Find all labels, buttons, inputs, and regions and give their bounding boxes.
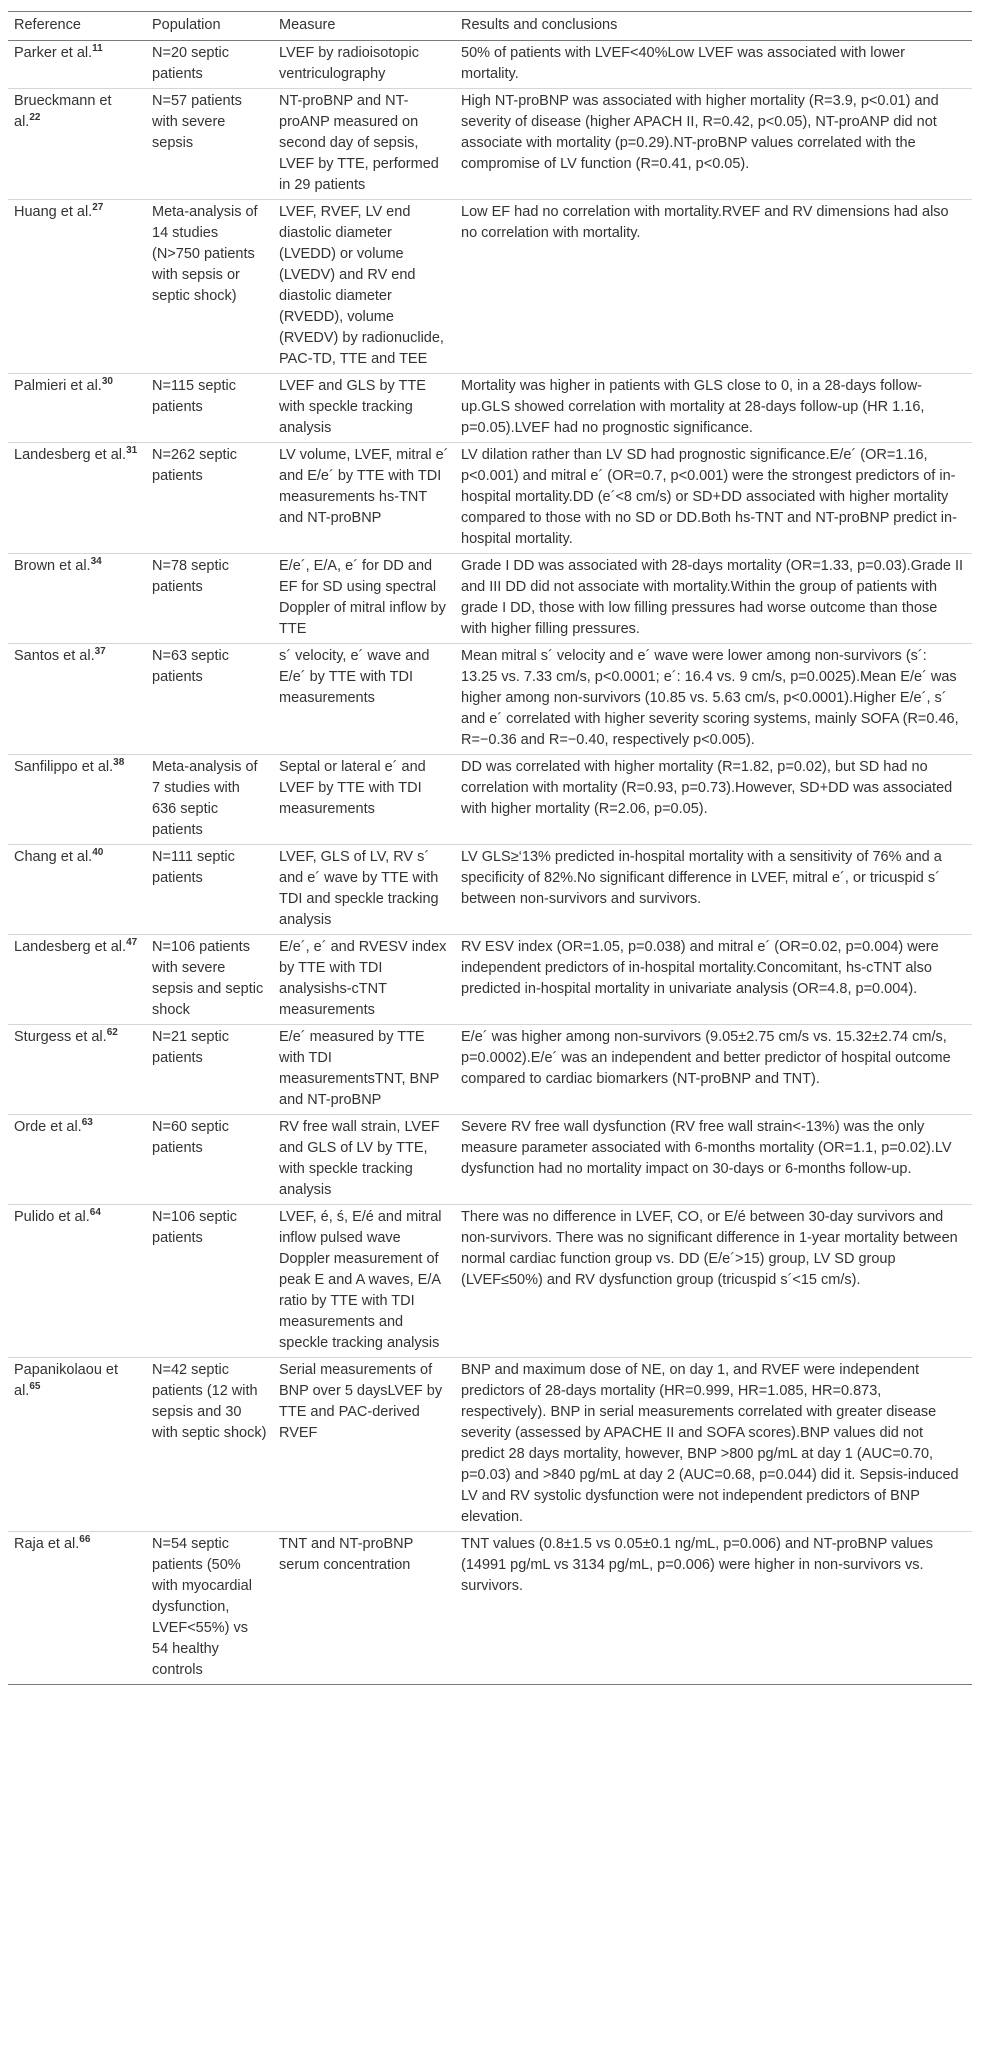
cell-results: Low EF had no correlation with mortality.RVEF and RV dimensions had also no correlation with mortality. bbox=[455, 200, 972, 374]
cell-results: Mean mitral s´ velocity and e´ wave were lower among non-survivors (s´: 13.25 vs. 7.33 cm/s, p<0.0001; e´: 16.4 vs. 9 cm/s, p=0.0025).Mean E/e´ was higher among non-survivors (10.85 vs. 5.63 cm/s, p<0.0001).Higher E/e´, s´ and e´ correlated with higher severity scoring systems, mainly SOFA (R=0.46, R=−0.36 and R=−0.40, respectively p<0.005). bbox=[455, 644, 972, 755]
citation-number: 37 bbox=[94, 646, 106, 658]
cell-measure: LVEF by radioisotopic ventriculography bbox=[279, 45, 419, 82]
table-row bbox=[8, 845, 972, 935]
reference-text: Papanikolaou et al. bbox=[14, 1362, 118, 1399]
cell-measure: E/e´, e´ and RVESV index by TTE with TDI analysishs-cTNT measurements bbox=[273, 935, 455, 1025]
reference-text: Sturgess et al. bbox=[14, 1029, 107, 1045]
cell-results: Mortality was higher in patients with GLS close to 0, in a 28-days follow-up.GLS showed correlation with mortality at 28-days follow-up (HR 1.16, p=0.05).LVEF had no prognostic significance. bbox=[455, 374, 972, 443]
cell-population: N=21 septic patients bbox=[146, 1025, 273, 1115]
cell-measure: Septal or lateral e´ and LVEF by TTE with TDI measurements bbox=[273, 755, 455, 845]
cell-reference bbox=[8, 845, 146, 935]
reference-text: Orde et al. bbox=[14, 1119, 82, 1135]
table-row bbox=[8, 1358, 972, 1532]
cell-results: RV ESV index (OR=1.05, p=0.038) and mitral e´ (OR=0.02, p=0.004) were independent predictors of in-hospital mortality.Concomitant, hs-cTNT also predicted in-hospital mortality in univariate analysis (OR=4.8, p=0.004). bbox=[455, 935, 972, 1025]
header-row bbox=[8, 12, 972, 41]
cell-measure: Serial measurements of BNP over 5 daysLVEF by TTE and PAC-derived RVEF bbox=[273, 1358, 455, 1532]
cell-reference bbox=[8, 1025, 146, 1115]
reference-text: Huang et al. bbox=[14, 204, 93, 220]
reference-text: Landesberg et al. bbox=[14, 939, 127, 955]
cell-population: N=111 septic patients bbox=[146, 845, 273, 935]
citation-number: 63 bbox=[81, 1117, 93, 1129]
cell-measure: E/e´ measured by TTE with TDI measurementsTNT, BNP and NT-proBNP bbox=[273, 1025, 455, 1115]
cell-measure: E/e´, E/A, e´ for DD and EF for SD using spectral Doppler of mitral inflow by TTE bbox=[273, 554, 455, 644]
citation-number: 47 bbox=[126, 937, 138, 949]
reference-text: Santos et al. bbox=[14, 648, 95, 664]
cell-measure: TNT and NT-proBNP serum concentration bbox=[273, 1532, 455, 1685]
citation-number: 38 bbox=[113, 757, 125, 769]
cell-population: N=106 septic patients bbox=[146, 1205, 273, 1358]
cell-population: Meta-analysis of 7 studies with 636 septic patients bbox=[146, 755, 273, 845]
cell-measure: LVEF, RVEF, LV end diastolic diameter (LVEDD) or volume (LVEDV) and RV end diastolic diameter (RVEDD), volume (RVEDV) by radionuclide, PAC-TD, TTE and TEE bbox=[273, 200, 455, 374]
table-row bbox=[8, 89, 972, 200]
cell-reference bbox=[8, 200, 146, 374]
cell-reference bbox=[8, 41, 146, 89]
cell-results: There was no difference in LVEF, CO, or E/é between 30-day survivors and non-survivors. There was no significant difference in 1-year mortality between normal cardiac function group vs. DD (E/e´>15) group, LV SD group (LVEF≤50%) and RV dysfunction group (tricuspid s´<15 cm/s). bbox=[455, 1205, 972, 1358]
cell-population: N=42 septic patients (12 with sepsis and 30 with septic shock) bbox=[146, 1358, 273, 1532]
cell-reference bbox=[8, 89, 146, 200]
table-row bbox=[8, 935, 972, 1025]
cell-results: Grade I DD was associated with 28-days mortality (OR=1.33, p=0.03).Grade II and III DD did not associate with mortality.Within the group of patients with grade I DD, those with low filling pressures had worse outcome than those with higher filling pressures. bbox=[455, 554, 972, 644]
cell-measure: LVEF and GLS by TTE with speckle tracking analysis bbox=[273, 374, 455, 443]
cell-reference bbox=[8, 374, 146, 443]
header-population: Population bbox=[146, 12, 273, 41]
table-row bbox=[8, 1532, 972, 1685]
table-header bbox=[8, 12, 972, 41]
table-row bbox=[8, 1115, 972, 1205]
cell-population: N=262 septic patients bbox=[146, 443, 273, 554]
table-row bbox=[8, 755, 972, 845]
citation-number: 66 bbox=[79, 1534, 91, 1546]
cell-results: DD was correlated with higher mortality (R=1.82, p=0.02), but SD had no correlation with mortality (R=0.93, p=0.73).However, SD+DD was associated with higher mortality (R=2.06, p=0.05). bbox=[455, 755, 972, 845]
citation-number: 27 bbox=[92, 202, 104, 214]
reference-text: Landesberg et al. bbox=[14, 447, 127, 463]
citation-number: 40 bbox=[92, 847, 104, 859]
cell-results: BNP and maximum dose of NE, on day 1, and RVEF were independent predictors of 28-days mortality (HR=0.999, HR=1.085, HR=0.873, respectively). BNP in serial measurements correlated with greater disease severity (assessed by APACHE II and SOFA scores).BNP values did not predict 28 days mortality, however, BNP >800 pg/mL at day 1 (AUC=0.70, p=0.03) and >840 pg/mL at day 2 (AUC=0.68, p=0.044) did it. Sepsis-induced LV and RV systolic dysfunction were not independent predictors of BNP elevation. bbox=[455, 1358, 972, 1532]
cell-results: LV GLS≥‘13% predicted in-hospital mortality with a sensitivity of 76% and a specificity of 82%.No significant difference in LVEF, mitral e´, or tricuspid s´ between non-survivors and survivors. bbox=[455, 845, 972, 935]
cell-population: N=115 septic patients bbox=[146, 374, 273, 443]
cell-population: N=20 septic patients bbox=[152, 45, 229, 82]
table-body bbox=[8, 41, 972, 1685]
cell-population: N=57 patients with severe sepsis bbox=[146, 89, 273, 200]
reference-text: Palmieri et al. bbox=[14, 378, 102, 394]
table-row bbox=[8, 41, 972, 89]
cell-reference bbox=[8, 1115, 146, 1205]
cell-measure: LVEF, GLS of LV, RV s´ and e´ wave by TTE with TDI and speckle tracking analysis bbox=[273, 845, 455, 935]
cell-reference bbox=[8, 935, 146, 1025]
cell-measure: RV free wall strain, LVEF and GLS of LV by TTE, with speckle tracking analysis bbox=[273, 1115, 455, 1205]
cell-measure: LVEF, é, ś, E/é and mitral inflow pulsed wave Doppler measurement of peak E and A waves, E/A ratio by TTE with TDI measurements and speckle tracking analysis bbox=[273, 1205, 455, 1358]
table-row bbox=[8, 200, 972, 374]
cell-reference bbox=[8, 1205, 146, 1358]
citation-number: 30 bbox=[101, 376, 113, 388]
reference-text: Brown et al. bbox=[14, 558, 91, 574]
table-row bbox=[8, 1205, 972, 1358]
citation-number: 65 bbox=[29, 1381, 41, 1393]
table-row bbox=[8, 443, 972, 554]
table-row bbox=[8, 1025, 972, 1115]
table-row bbox=[8, 644, 972, 755]
cell-results: 50% of patients with LVEF<40%Low LVEF was associated with lower mortality. bbox=[461, 45, 905, 82]
cell-reference bbox=[8, 755, 146, 845]
cell-reference bbox=[8, 1532, 146, 1685]
cell-results: TNT values (0.8±1.5 vs 0.05±0.1 ng/mL, p=0.006) and NT-proBNP values (14991 pg/mL vs 3134 pg/mL, p=0.006) were higher in non-survivors vs. survivors. bbox=[455, 1532, 972, 1685]
table-row bbox=[8, 554, 972, 644]
reference-text: Chang et al. bbox=[14, 849, 93, 865]
cell-results: High NT-proBNP was associated with higher mortality (R=3.9, p<0.01) and severity of disease (higher APACH II, R=0.42, p<0.05), NT-proANP did not associate with mortality (p=0.29).NT-proBNP values correlated with the compromise of LV function (R=0.41, p<0.05). bbox=[455, 89, 972, 200]
reference-text: Parker et al. bbox=[14, 45, 93, 61]
citation-number: 64 bbox=[89, 1207, 101, 1219]
citation-number: 62 bbox=[106, 1027, 118, 1039]
cell-reference bbox=[8, 1358, 146, 1532]
reference-text: Raja et al. bbox=[14, 1536, 80, 1552]
cell-results: Severe RV free wall dysfunction (RV free wall strain<-13%) was the only measure parameter associated with 6-months mortality (OR=1.1, p=0.02).LV dysfunction had no mortality impact on 30-days or 6-months follow-up. bbox=[455, 1115, 972, 1205]
cell-population: N=54 septic patients (50% with myocardial dysfunction, LVEF<55%) vs 54 healthy controls bbox=[146, 1532, 273, 1685]
cell-population: N=60 septic patients bbox=[146, 1115, 273, 1205]
cell-measure: NT-proBNP and NT-proANP measured on second day of sepsis, LVEF by TTE, performed in 29 patients bbox=[273, 89, 455, 200]
cell-population: N=78 septic patients bbox=[146, 554, 273, 644]
citation-number: 11 bbox=[92, 43, 103, 55]
cell-results: LV dilation rather than LV SD had prognostic significance.E/e´ (OR=1.16, p<0.001) and mitral e´ (OR=0.7, p<0.001) were the strongest predictors of in-hospital mortality.DD (e´<8 cm/s) or SD+DD associated with higher mortality compared to those with no SD or DD.Both hs-TNT and NT-proBNP predict in-hospital mortality. bbox=[455, 443, 972, 554]
sepsis-studies-table bbox=[8, 11, 972, 1685]
citation-number: 34 bbox=[90, 556, 102, 568]
cell-measure: s´ velocity, e´ wave and E/e´ by TTE with TDI measurements bbox=[273, 644, 455, 755]
reference-text: Pulido et al. bbox=[14, 1209, 90, 1225]
cell-reference bbox=[8, 644, 146, 755]
header-reference: Reference bbox=[8, 12, 146, 41]
reference-text: Sanfilippo et al. bbox=[14, 759, 114, 775]
cell-population: N=63 septic patients bbox=[146, 644, 273, 755]
cell-reference bbox=[8, 554, 146, 644]
cell-measure: LV volume, LVEF, mitral e´ and E/e´ by TTE with TDI measurements hs-TNT and NT-proBNP bbox=[273, 443, 455, 554]
cell-population: Meta-analysis of 14 studies (N>750 patients with sepsis or septic shock) bbox=[146, 200, 273, 374]
header-results: Results and conclusions bbox=[455, 12, 972, 41]
cell-reference bbox=[8, 443, 146, 554]
cell-population: N=106 patients with severe sepsis and septic shock bbox=[146, 935, 273, 1025]
header-measure: Measure bbox=[273, 12, 455, 41]
citation-number: 22 bbox=[29, 112, 41, 124]
cell-results: E/e´ was higher among non-survivors (9.05±2.75 cm/s vs. 15.32±2.74 cm/s, p=0.0002).E/e´ was an independent and better predictor of hospital outcome compared to cardiac biomarkers (NT-proBNP and TNT). bbox=[455, 1025, 972, 1115]
table-row bbox=[8, 374, 972, 443]
reference-text: Brueckmann et al. bbox=[14, 93, 112, 130]
citation-number: 31 bbox=[126, 445, 138, 457]
